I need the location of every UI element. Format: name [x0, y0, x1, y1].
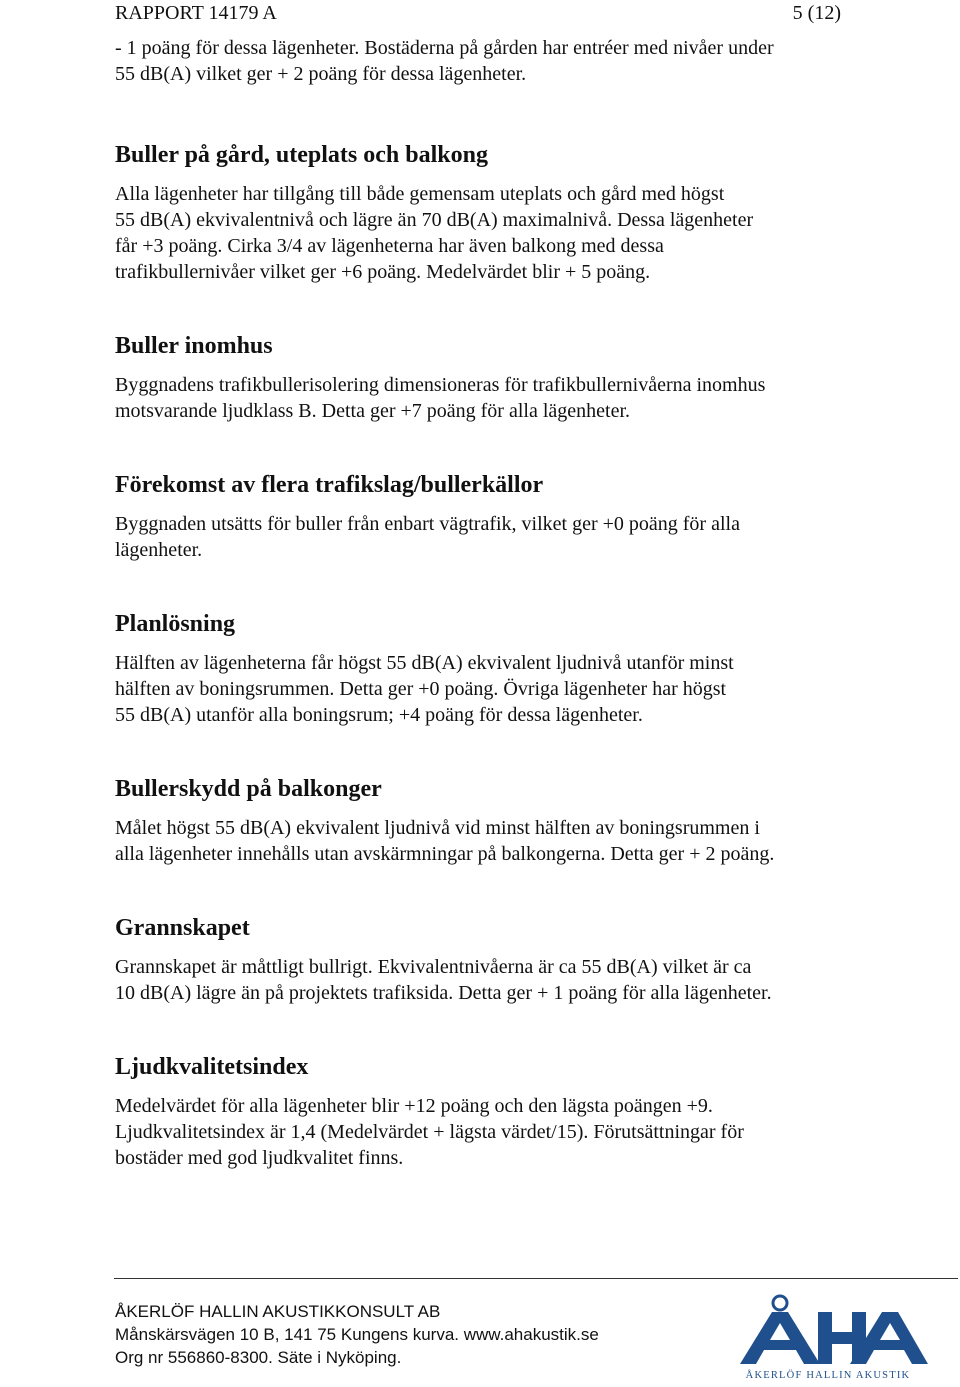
section-heading: Planlösning [115, 611, 236, 637]
footer-divider [114, 1278, 958, 1279]
body-line: trafikbullernivåer vilket ger +6 poäng. Medelvärdet blir + 5 poäng. [115, 261, 651, 283]
body-line: bostäder med god ljudkvalitet finns. [115, 1147, 404, 1169]
section-buller-inomhus [115, 331, 875, 424]
section-buller-gard [115, 140, 875, 285]
section-grannskapet [115, 913, 875, 1006]
footer-org: Org nr 556860-8300. Säte i Nyköping. [115, 1348, 402, 1367]
section-body [115, 954, 875, 1006]
document-body [115, 35, 875, 1217]
section-trafikslag [115, 470, 875, 563]
page-number: 5 (12) [792, 2, 841, 24]
body-line: 10 dB(A) lägre än på projektets trafiksida. Detta ger + 1 poäng för alla lägenheter. [115, 982, 772, 1004]
section-planlosning [115, 609, 875, 728]
intro-line: 55 dB(A) vilket ger + 2 poäng för dessa lägenheter. [115, 63, 527, 85]
section-heading: Ljudkvalitetsindex [115, 1054, 309, 1080]
section-body [115, 815, 875, 867]
body-line: alla lägenheter innehålls utan avskärmningar på balkongerna. Detta ger + 2 poäng. [115, 843, 775, 865]
section-heading: Bullerskydd på balkonger [115, 776, 382, 802]
body-line: Alla lägenheter har tillgång till både gemensam uteplats och gård med högst [115, 183, 725, 205]
body-line: Målet högst 55 dB(A) ekvivalent ljudnivå vid minst hälften av boningsrummen i [115, 817, 760, 839]
report-id: RAPPORT 14179 A [115, 2, 277, 24]
body-line: 55 dB(A) ekvivalentnivå och lägre än 70 dB(A) maximalnivå. Dessa lägenheter [115, 209, 754, 231]
section-body [115, 181, 875, 285]
section-heading: Buller på gård, uteplats och balkong [115, 142, 488, 168]
body-line: Byggnaden utsätts för buller från enbart vägtrafik, vilket ger +0 poäng för alla [115, 513, 740, 535]
section-body [115, 372, 875, 424]
section-heading: Grannskapet [115, 915, 250, 941]
body-line: Ljudkvalitetsindex är 1,4 (Medelvärdet + lägsta värdet/15). Förutsättningar för [115, 1121, 744, 1143]
section-body [115, 650, 875, 728]
body-line: Grannskapet är måttligt bullrigt. Ekvivalentnivåerna är ca 55 dB(A) vilket är ca [115, 956, 752, 978]
section-ljudkvalitetsindex [115, 1052, 875, 1171]
body-line: motsvarande ljudklass B. Detta ger +7 poäng för alla lägenheter. [115, 400, 631, 422]
body-line: Hälften av lägenheterna får högst 55 dB(A) ekvivalent ljudnivå utanför minst [115, 652, 734, 674]
footer [115, 1300, 599, 1369]
intro-line: - 1 poäng för dessa lägenheter. Bostäderna på gården har entréer med nivåer under [115, 37, 774, 59]
section-bullerskydd-balkonger [115, 774, 875, 867]
aha-logo-icon [728, 1294, 928, 1382]
body-line: lägenheter. [115, 539, 203, 561]
section-body [115, 1093, 875, 1171]
intro-paragraph [115, 35, 875, 87]
company-logo [728, 1294, 928, 1382]
section-heading: Förekomst av flera trafikslag/bullerkällor [115, 472, 544, 498]
body-line: Byggnadens trafikbullerisolering dimensioneras för trafikbullernivåerna inomhus [115, 374, 766, 396]
logo-name: ÅKERLÖF HALLIN AKUSTIK [745, 1370, 911, 1381]
body-line: får +3 poäng. Cirka 3/4 av lägenheterna har även balkong med dessa [115, 235, 664, 257]
body-line: Medelvärdet för alla lägenheter blir +12 poäng och den lägsta poängen +9. [115, 1095, 713, 1117]
body-line: hälften av boningsrummen. Detta ger +0 poäng. Övriga lägenheter har högst [115, 678, 727, 700]
section-heading: Buller inomhus [115, 333, 273, 359]
section-body [115, 511, 875, 563]
body-line: 55 dB(A) utanför alla boningsrum; +4 poäng för dessa lägenheter. [115, 704, 643, 726]
footer-address: Månskärsvägen 10 B, 141 75 Kungens kurva. www.ahakustik.se [115, 1325, 599, 1344]
page-header [115, 0, 841, 26]
footer-company: ÅKERLÖF HALLIN AKUSTIKKONSULT AB [115, 1302, 441, 1321]
